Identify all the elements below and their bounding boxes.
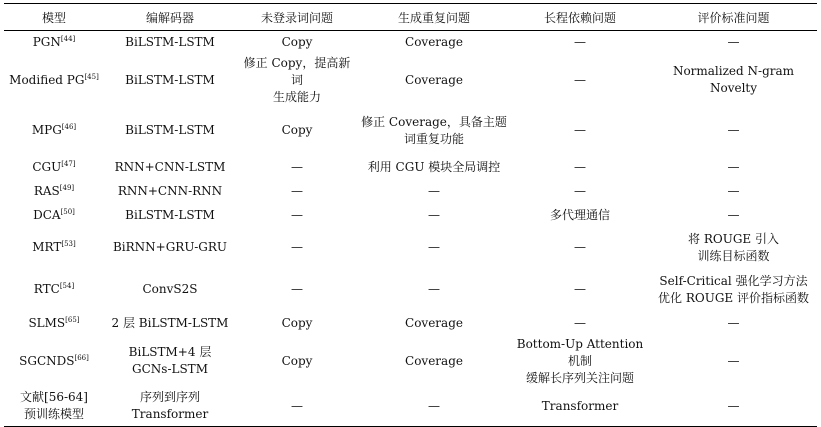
long-dependency-cell-text: — [574, 240, 586, 254]
long-dependency-cell [510, 228, 650, 268]
long-dependency-cell [510, 156, 650, 180]
long-dependency-cell-text: — [574, 160, 586, 174]
long-dependency-cell [510, 55, 650, 106]
oov-cell [236, 106, 358, 156]
evaluation-cell [650, 55, 817, 106]
model-name: MPG [31, 123, 62, 137]
long-dependency-cell [510, 268, 650, 312]
evaluation-cell [650, 228, 817, 268]
oov-cell [236, 204, 358, 228]
codec-cell-text: BiLSTM+4 层 [128, 345, 212, 359]
citation-ref: [65] [65, 316, 80, 324]
codec-cell-text: GCNs-LSTM [132, 362, 208, 376]
repetition-cell [358, 106, 510, 156]
repetition-cell [358, 180, 510, 204]
header-long-dependency-problem: 长程依赖问题 [510, 4, 650, 31]
repetition-cell [358, 156, 510, 180]
header-oov-problem: 未登录词问题 [236, 4, 358, 31]
codec-cell-text: RNN+CNN-RNN [117, 184, 223, 198]
codec-cell [104, 156, 236, 180]
long-dependency-cell-text: — [574, 184, 586, 198]
codec-cell-text: BiLSTM-LSTM [125, 72, 215, 87]
oov-cell-text: Copy [281, 35, 313, 50]
oov-cell-text: — [291, 240, 303, 254]
oov-cell [236, 268, 358, 312]
long-dependency-cell [510, 336, 650, 387]
evaluation-cell [650, 31, 817, 55]
repetition-cell-text: Coverage [405, 316, 463, 330]
evaluation-cell [650, 336, 817, 387]
long-dependency-cell-text: — [574, 35, 586, 50]
evaluation-cell-text: — [727, 398, 740, 413]
model-cell [4, 31, 104, 55]
codec-cell [104, 55, 236, 106]
repetition-cell-text: Coverage [405, 353, 463, 368]
oov-cell-text: — [291, 160, 303, 174]
citation-ref: [47] [61, 160, 76, 168]
codec-cell-text: 2 层 BiLSTM-LSTM [111, 316, 229, 330]
model-name-line2: 预训练模型 [23, 407, 84, 422]
table-row [4, 55, 817, 106]
table-row [4, 31, 817, 55]
evaluation-cell-text: — [727, 316, 740, 330]
citation-ref: [66] [74, 353, 89, 362]
model-name: RAS [33, 184, 60, 198]
model-name: Modified PG [9, 72, 85, 87]
oov-cell [236, 31, 358, 55]
table-row [4, 312, 817, 336]
repetition-cell-text: — [428, 282, 440, 296]
repetition-cell-text: 利用 CGU 模块全局调控 [367, 160, 501, 174]
header-repetition-problem: 生成重复问题 [358, 4, 510, 31]
model-cell [4, 106, 104, 156]
long-dependency-cell-text: — [574, 72, 586, 87]
long-dependency-cell-text: 多代理通信 [549, 208, 610, 222]
header-model: 模型 [4, 4, 104, 31]
codec-cell-text: BiRNN+GRU-GRU [112, 240, 228, 254]
model-cell [4, 268, 104, 312]
repetition-cell-text: — [428, 398, 440, 413]
evaluation-cell [650, 312, 817, 336]
oov-cell [236, 55, 358, 106]
table-row [4, 180, 817, 204]
oov-cell-text: Copy [281, 123, 313, 137]
oov-cell [236, 180, 358, 204]
long-dependency-cell-text: Bottom-Up Attention 机制 [516, 336, 644, 368]
evaluation-cell [650, 268, 817, 312]
table-row [4, 268, 817, 312]
evaluation-cell [650, 204, 817, 228]
model-cell [4, 55, 104, 106]
model-name: PGN [32, 35, 61, 50]
evaluation-cell-text: — [727, 208, 740, 222]
codec-cell [104, 268, 236, 312]
repetition-cell-text: Coverage [405, 72, 463, 87]
repetition-cell [358, 31, 510, 55]
citation-ref: [49] [59, 184, 75, 192]
table-row [4, 204, 817, 228]
table-row [4, 336, 817, 387]
header-row [4, 4, 817, 31]
table-row [4, 106, 817, 156]
repetition-cell [358, 228, 510, 268]
repetition-cell [358, 204, 510, 228]
long-dependency-cell-text: — [574, 316, 586, 330]
header-codec: 编解码器 [104, 4, 236, 31]
citation-ref: [50] [60, 208, 75, 216]
long-dependency-cell [510, 180, 650, 204]
evaluation-cell-text: Normalized N-gram Novelty [672, 64, 795, 95]
codec-cell-text: BiLSTM-LSTM [125, 208, 215, 222]
oov-cell [236, 228, 358, 268]
oov-cell [236, 336, 358, 387]
repetition-cell [358, 55, 510, 106]
repetition-cell-text: — [428, 240, 440, 254]
oov-cell-text: Copy [281, 316, 313, 330]
oov-cell-text: 生成能力 [272, 89, 321, 104]
model-name: DCA [33, 208, 61, 222]
model-name: MRT [32, 240, 62, 254]
long-dependency-cell-text: — [574, 282, 586, 296]
codec-cell [104, 228, 236, 268]
oov-cell-text: — [291, 184, 303, 198]
oov-cell-text: — [291, 208, 303, 222]
table-body [4, 31, 817, 427]
header-evaluation-problem: 评价标准问题 [650, 4, 817, 31]
codec-cell-text: 序列到序列 [139, 390, 200, 405]
oov-cell-text: — [291, 282, 303, 296]
evaluation-cell-text: — [727, 160, 740, 174]
repetition-cell [358, 268, 510, 312]
repetition-cell-text: — [428, 208, 440, 222]
long-dependency-cell-text: Transformer [541, 398, 619, 413]
oov-cell-text: 修正 Copy，提高新词 [243, 55, 351, 87]
evaluation-cell [650, 156, 817, 180]
codec-cell-text: Transformer [131, 407, 209, 422]
model-name: SGCNDS [19, 353, 75, 368]
oov-cell [236, 156, 358, 180]
evaluation-cell-text: — [727, 35, 740, 50]
repetition-cell-text: Coverage [405, 35, 463, 50]
model-cell [4, 204, 104, 228]
codec-cell [104, 204, 236, 228]
long-dependency-cell-text: 缓解长序列关注问题 [525, 370, 634, 385]
codec-cell-text: RNN+CNN-LSTM [114, 160, 226, 174]
repetition-cell-text: 修正 Coverage，具备主题 [361, 114, 507, 129]
evaluation-cell [650, 106, 817, 156]
model-cell [4, 312, 104, 336]
oov-cell-text: Copy [281, 353, 313, 368]
codec-cell-text: BiLSTM-LSTM [125, 35, 215, 50]
evaluation-cell [650, 180, 817, 204]
evaluation-cell-text: — [727, 184, 740, 198]
model-cell [4, 228, 104, 268]
evaluation-cell-text: 将 ROUGE 引入 [688, 231, 779, 246]
codec-cell-text: BiLSTM-LSTM [125, 123, 215, 137]
oov-cell-text: — [291, 398, 303, 413]
long-dependency-cell [510, 312, 650, 336]
citation-ref: [53] [61, 240, 76, 248]
codec-cell [104, 312, 236, 336]
evaluation-cell-text: Self-Critical 强化学习方法 [659, 273, 808, 288]
model-cell [4, 156, 104, 180]
codec-cell [104, 31, 236, 55]
citation-ref: [45] [84, 72, 99, 81]
codec-cell-text: ConvS2S [142, 282, 198, 296]
repetition-cell-text: — [428, 184, 440, 198]
model-name: RTC [33, 282, 60, 296]
model-name: 文献[56-64] [20, 390, 88, 405]
citation-ref: [44] [60, 35, 76, 44]
long-dependency-cell [510, 204, 650, 228]
evaluation-cell-text: 优化 ROUGE 评价指标函数 [658, 290, 809, 305]
evaluation-cell-text: — [727, 353, 740, 368]
codec-cell [104, 336, 236, 387]
codec-cell [104, 180, 236, 204]
long-dependency-cell-text: — [574, 123, 586, 137]
table-row [4, 228, 817, 268]
citation-ref: [54] [59, 282, 75, 290]
table-row [4, 156, 817, 180]
repetition-cell [358, 336, 510, 387]
model-comparison-table [4, 3, 817, 427]
oov-cell [236, 312, 358, 336]
evaluation-cell-text: 训练目标函数 [697, 248, 770, 263]
repetition-cell-text: 词重复功能 [403, 131, 464, 146]
long-dependency-cell [510, 106, 650, 156]
long-dependency-cell [510, 31, 650, 55]
evaluation-cell-text: — [727, 123, 740, 137]
model-name: SLMS [28, 316, 66, 330]
repetition-cell [358, 312, 510, 336]
model-cell [4, 336, 104, 387]
model-cell [4, 180, 104, 204]
codec-cell [104, 106, 236, 156]
model-name: CGU [32, 160, 62, 174]
citation-ref: [46] [61, 123, 77, 131]
